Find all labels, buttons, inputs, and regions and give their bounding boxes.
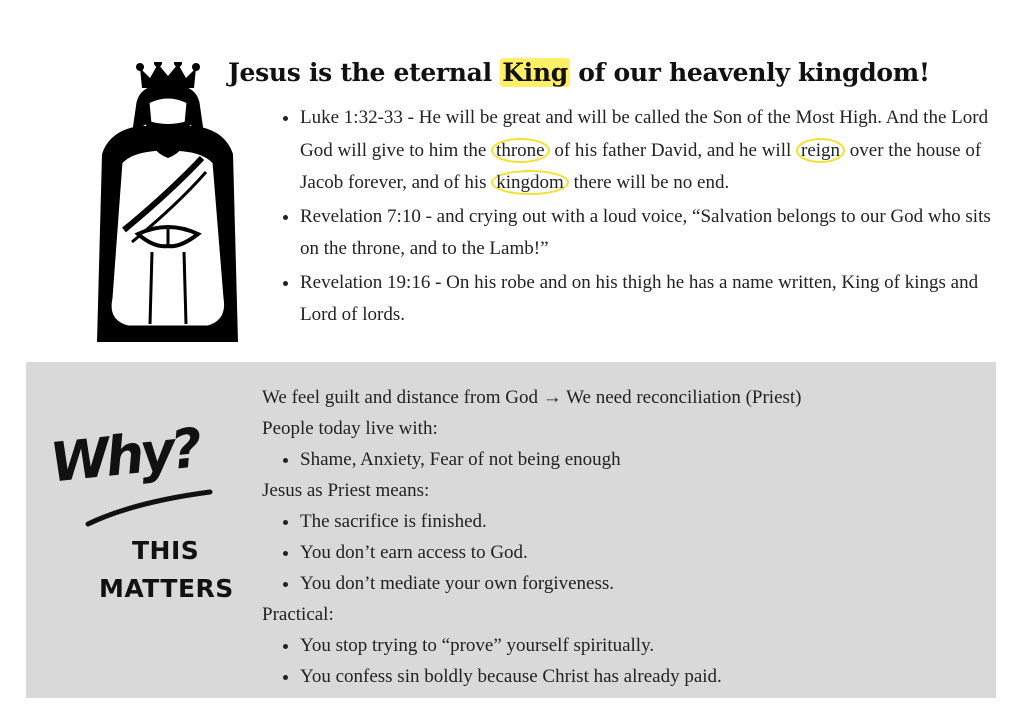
reconciliation-line: We feel guilt and distance from God → We need reconciliation (Priest) (262, 387, 802, 408)
heading-text-start: Jesus is the eternal (228, 58, 501, 87)
verse-text: over the house of Jacob forever, and of his (300, 139, 982, 193)
people-today-list (262, 444, 982, 475)
practical-heading: Practical: (262, 604, 334, 625)
verse-item: • Revelation 7:10 - and crying out with a loud voice, “Salvation belongs to our God who sits on the throne, and to the Lamb!” (300, 201, 1000, 266)
verse-text: Luke 1:32-33 - He will be great and will be called the Son of the Most High. And the Lord God will give to him the (300, 107, 989, 161)
page-heading (228, 58, 930, 87)
list-item: • The sacrifice is finished. (300, 506, 982, 537)
matters-label: MATTERS (99, 574, 234, 603)
verse-list (276, 102, 1000, 333)
verse-item (300, 102, 1000, 200)
list-item: • You don’t earn access to God. (300, 537, 982, 568)
swoosh-underline-icon (84, 488, 214, 528)
jesus-priest-heading: Jesus as Priest means: (262, 480, 430, 501)
list-item: • You don’t mediate your own forgiveness. (300, 568, 982, 599)
circled-word-reign: reign (796, 138, 845, 163)
people-today-heading: People today live with: (262, 418, 438, 439)
heading-text-end: of our heavenly kingdom! (569, 58, 930, 87)
verse-item: • Revelation 19:16 - On his robe and on his thigh he has a name written, King of kings and Lord of lords. (300, 267, 1000, 332)
practical-list (262, 630, 982, 692)
list-item: • Shame, Anxiety, Fear of not being enough (300, 444, 982, 475)
verse-text: there will be no end. (568, 172, 730, 193)
heading-highlighted-word: King (502, 58, 568, 87)
list-item: • You confess sin boldly because Christ has already paid. (300, 661, 982, 692)
why-script-title: Why? (47, 416, 202, 495)
enthroned-king-illustration (80, 62, 255, 344)
circled-word-throne: throne (491, 138, 550, 163)
why-body-text (262, 382, 982, 692)
list-item: • You stop trying to “prove” yourself spiritually. (300, 630, 982, 661)
circled-word-kingdom: kingdom (491, 170, 569, 195)
this-label: THIS (132, 536, 200, 565)
verse-text: of his father David, and he will (549, 139, 796, 161)
priest-means-list (262, 506, 982, 599)
